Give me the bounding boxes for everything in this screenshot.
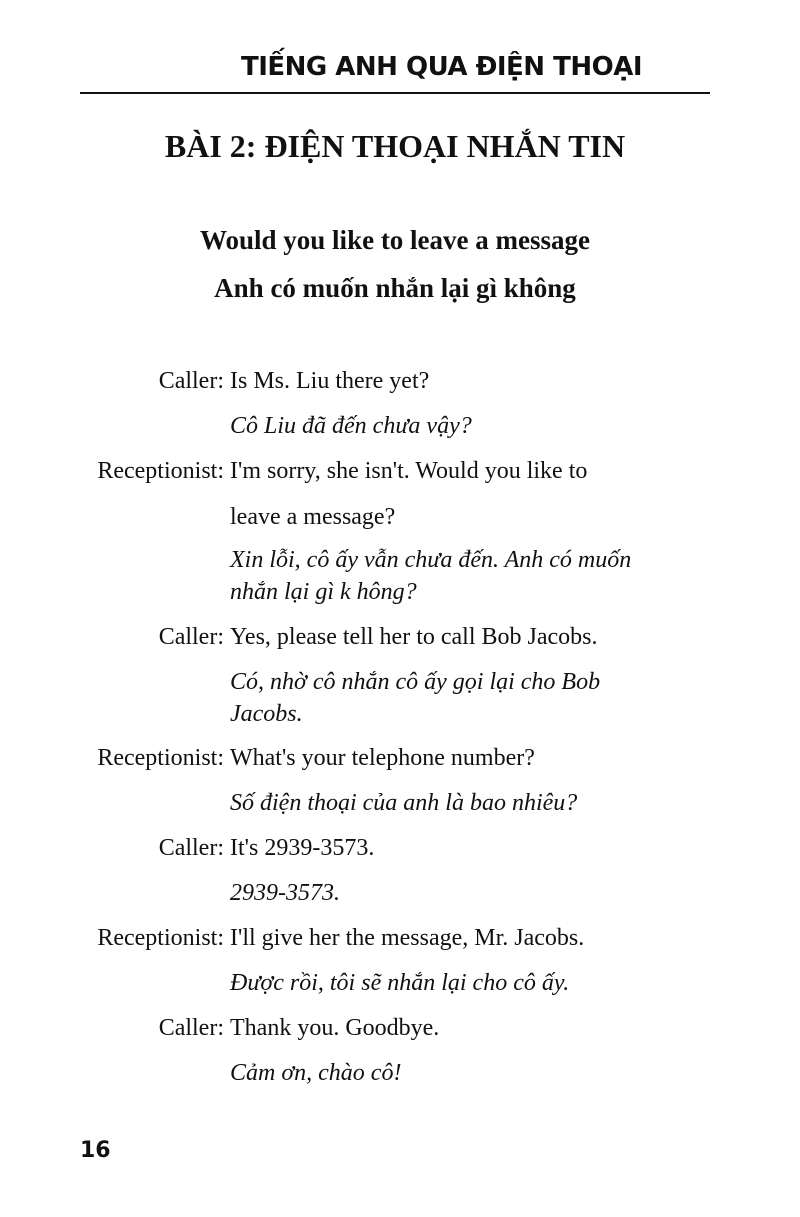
dialogue-line: What's your telephone number? bbox=[230, 745, 535, 771]
header-rule bbox=[80, 92, 710, 94]
dialogue-speaker: Caller: bbox=[158, 835, 224, 861]
dialogue-line: I'm sorry, she isn't. Would you like to bbox=[230, 458, 588, 484]
dialogue-translation: nhắn lại gì k hông? bbox=[230, 579, 417, 605]
dialogue-speaker: Caller: bbox=[158, 1015, 224, 1041]
lesson-title: BÀI 2: ĐIỆN THOẠI NHẮN TIN bbox=[164, 128, 626, 164]
lesson-subtitle-english: Would you like to leave a message bbox=[200, 225, 590, 255]
dialogue-line: It's 2939-3573. bbox=[230, 835, 375, 861]
dialogue-line: Is Ms. Liu there yet? bbox=[230, 368, 430, 394]
dialogue-translation: Được rồi, tôi sẽ nhắn lại cho cô ấy. bbox=[230, 970, 570, 996]
dialogue-translation: 2939-3573. bbox=[230, 880, 340, 906]
dialogue-speaker: Receptionist: bbox=[97, 925, 224, 951]
dialogue-speaker: Receptionist: bbox=[97, 745, 224, 771]
page-number: 16 bbox=[80, 1138, 111, 1163]
dialogue-line: Thank you. Goodbye. bbox=[230, 1015, 440, 1041]
dialogue-speaker: Caller: bbox=[158, 624, 224, 650]
dialogue-translation: Cảm ơn, chào cô! bbox=[230, 1060, 402, 1086]
dialogue-translation: Số điện thoại của anh là bao nhiêu? bbox=[230, 790, 578, 816]
dialogue-line: leave a message? bbox=[230, 504, 396, 530]
dialogue-speaker: Caller: bbox=[158, 368, 224, 394]
dialogue-translation: Xin lỗi, cô ấy vẫn chưa đến. Anh có muốn bbox=[230, 547, 632, 573]
lesson-subtitle-vietnamese: Anh có muốn nhắn lại gì không bbox=[214, 273, 576, 303]
dialogue-line: Yes, please tell her to call Bob Jacobs. bbox=[230, 624, 598, 650]
dialogue-translation: Jacobs. bbox=[230, 701, 303, 727]
dialogue-translation: Có, nhờ cô nhắn cô ấy gọi lại cho Bob bbox=[230, 669, 601, 695]
dialogue-speaker: Receptionist: bbox=[97, 458, 224, 484]
dialogue-line: I'll give her the message, Mr. Jacobs. bbox=[230, 925, 585, 951]
dialogue-translation: Cô Liu đã đến chưa vậy? bbox=[230, 413, 472, 439]
running-header: TIẾNG ANH QUA ĐIỆN THOẠI bbox=[240, 52, 642, 82]
